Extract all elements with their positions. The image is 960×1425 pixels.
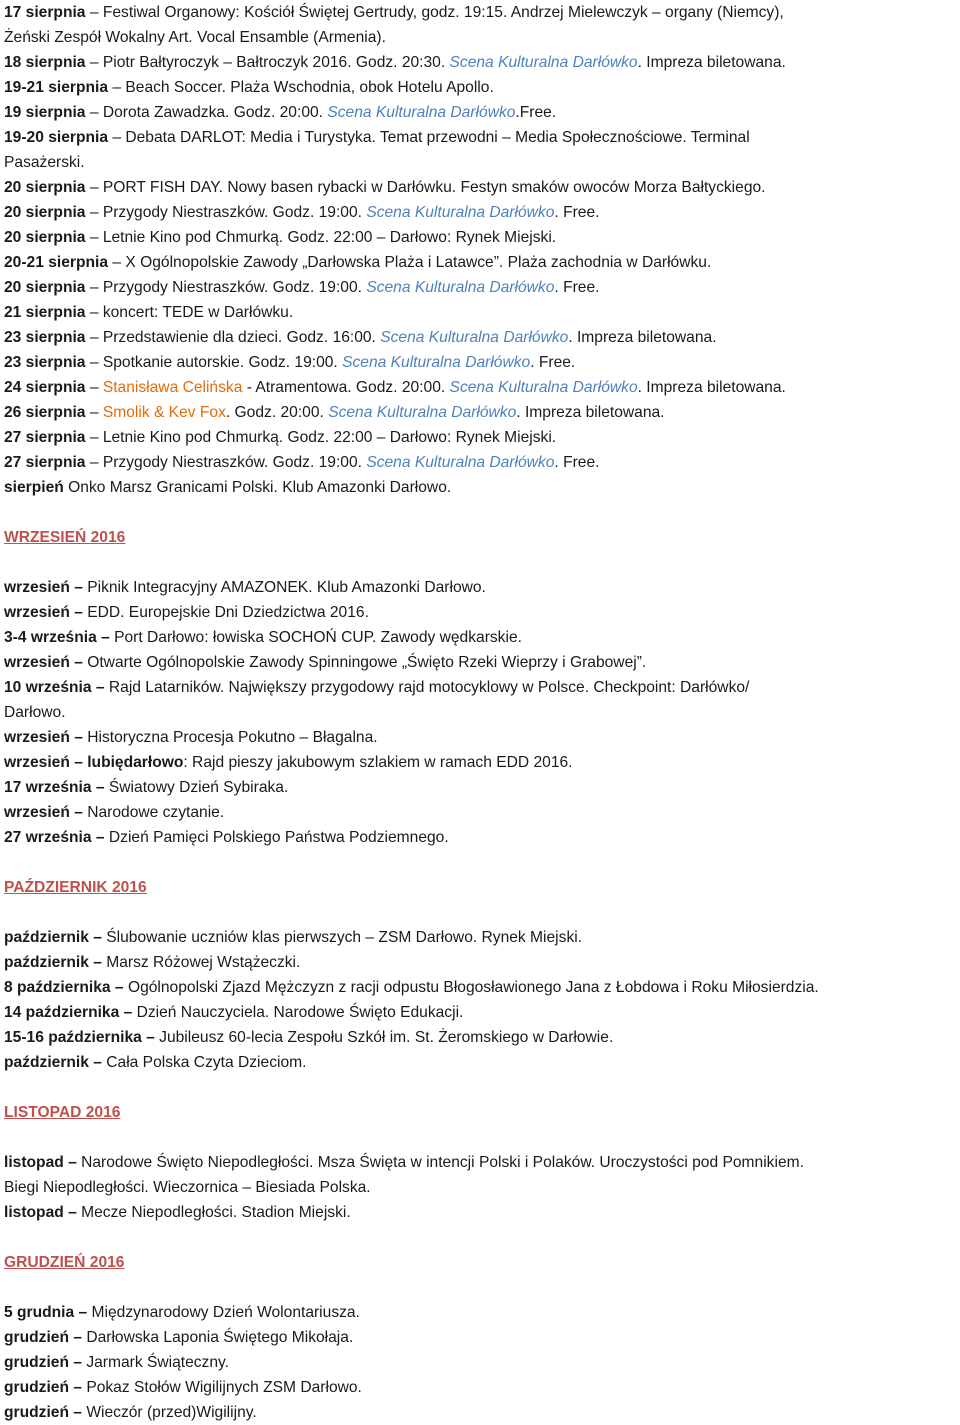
event-line [4, 1400, 958, 1425]
event-separator: – [69, 754, 88, 771]
event-date: 23 sierpnia [4, 329, 86, 346]
event-description: Pokaz Stołów Wigilijnych ZSM Darłowo. [86, 1379, 362, 1396]
month-heading [4, 525, 958, 550]
month-heading-text: LISTOPAD 2016 [4, 1104, 121, 1121]
event-line [4, 575, 958, 600]
event-separator: – [85, 429, 103, 446]
event-line [4, 450, 958, 475]
event-line [4, 600, 958, 625]
event-separator: – [91, 679, 109, 696]
event-date: 27 sierpnia [4, 429, 86, 446]
event-description: Dzień Nauczyciela. Narodowe Święto Edukacji. [136, 1004, 464, 1021]
event-line [4, 1300, 958, 1325]
event-date: wrzesień [4, 579, 70, 596]
event-suffix: . Impreza biletowana. [568, 329, 717, 346]
month-heading [4, 875, 958, 900]
event-description: Marsz Różowej Wstążeczki. [106, 954, 301, 971]
month-heading-text: WRZESIEŃ 2016 [4, 529, 126, 546]
month-heading-text: GRUDZIEŃ 2016 [4, 1254, 125, 1271]
monthly-sections [4, 500, 958, 1425]
event-date: 19-21 sierpnia [4, 79, 109, 96]
event-line [4, 375, 958, 400]
event-line [4, 650, 958, 675]
event-description: Darłowska Laponia Świętego Mikołaja. [86, 1329, 354, 1346]
event-calendar-document [4, 0, 958, 1425]
event-separator: – [85, 104, 103, 121]
event-date: 5 grudnia – [4, 1304, 92, 1321]
event-date: 19 sierpnia [4, 104, 86, 121]
venue-name: Scena Kulturalna Darłówko [380, 329, 569, 346]
event-line [4, 425, 958, 450]
event-line [4, 950, 958, 975]
event-suffix: . Impreza biletowana. [637, 379, 786, 396]
event-date: 17 września – [4, 779, 109, 796]
event-description: Światowy Dzień Sybiraka. [108, 779, 289, 796]
event-line [4, 1325, 958, 1350]
venue-name: Scena Kulturalna Darłówko [327, 104, 516, 121]
event-line [4, 625, 958, 650]
event-line [4, 1050, 958, 1075]
event-date: listopad – [4, 1154, 82, 1171]
event-date: wrzesień – [4, 729, 88, 746]
event-separator: – [85, 304, 103, 321]
artist-name: Smolik & Kev Fox [102, 404, 226, 421]
event-line [4, 775, 958, 800]
event-date: grudzień – [4, 1404, 87, 1421]
event-description: Cała Polska Czyta Dzieciom. [106, 1054, 307, 1071]
event-date: 20-21 sierpnia [4, 254, 109, 271]
event-suffix: . Free. [554, 454, 600, 471]
event-description: Ślubowanie uczniów klas pierwszych – ZSM Darłowo. Rynek Miejski. [106, 929, 583, 946]
event-separator: – [69, 604, 88, 621]
event-description: Przygody Niestraszków. Godz. 19:00. [102, 279, 367, 296]
event-suffix: . Free. [530, 354, 576, 371]
event-date: 27 września – [4, 829, 109, 846]
event-line [4, 475, 958, 500]
event-date: 17 sierpnia [4, 4, 86, 21]
month-heading [4, 1250, 958, 1275]
event-date: sierpień [4, 479, 64, 496]
event-description: Onko Marsz Granicami Polski. Klub Amazonki Darłowo. [68, 479, 452, 496]
event-line [4, 825, 958, 850]
event-description: koncert: TEDE w Darłówku. [102, 304, 294, 321]
event-date: 26 sierpnia [4, 404, 86, 421]
event-date: 19-20 sierpnia [4, 129, 109, 146]
event-description: Ogólnopolski Zjazd Mężczyzn z racji odpustu Błogosławionego Jana z Łobdowa i Roku Miłosierdzia. [127, 979, 819, 996]
event-line [4, 1000, 958, 1025]
event-line [4, 1350, 958, 1375]
event-description: Debata DARLOT: Media i Turystyka. Temat przewodni – Media Społecznościowe. Terminal [125, 129, 750, 146]
event-date: 3-4 września – [4, 629, 115, 646]
event-date: 20 sierpnia [4, 229, 86, 246]
event-date: listopad – [4, 1204, 82, 1221]
event-suffix: .Free. [515, 104, 557, 121]
event-bold-name: lubiędarłowo [87, 754, 184, 771]
event-description: Beach Soccer. Plaża Wschodnia, obok Hotelu Apollo. [125, 79, 494, 96]
venue-name: Scena Kulturalna Darłówko [366, 204, 555, 221]
event-description: Wieczór (przed)Wigilijny. [86, 1404, 257, 1421]
event-date: październik – [4, 929, 107, 946]
event-description: - Atramentowa. Godz. 20:00. [242, 379, 450, 396]
event-line [4, 400, 958, 425]
event-description: Narodowe Święto Niepodległości. Msza Święta w intencji Polski i Polaków. Uroczystości pod Pomnikiem. [81, 1154, 804, 1171]
event-line [4, 250, 958, 275]
event-description: Otwarte Ogólnopolskie Zawody Spinningowe „Święto Rzeki Wieprzy i Grabowej”. [87, 654, 647, 671]
event-description: Piknik Integracyjny AMAZONEK. Klub Amazonki Darłowo. [87, 579, 486, 596]
event-description: Przedstawienie dla dzieci. Godz. 16:00. [102, 329, 381, 346]
event-separator: – [108, 79, 126, 96]
event-line [4, 50, 958, 75]
event-date: 20 sierpnia [4, 204, 86, 221]
event-line [4, 200, 958, 225]
event-line [4, 0, 958, 25]
event-date: 21 sierpnia [4, 304, 86, 321]
event-line [4, 175, 958, 200]
event-line [4, 975, 958, 1000]
event-separator: – [85, 179, 103, 196]
event-separator: – [85, 229, 103, 246]
event-line [4, 100, 958, 125]
event-description: Letnie Kino pod Chmurką. Godz. 22:00 – Darłowo: Rynek Miejski. [102, 429, 557, 446]
event-description: Historyczna Procesja Pokutno – Błagalna. [87, 729, 378, 746]
event-separator: – [85, 454, 103, 471]
event-date: 14 października – [4, 1004, 137, 1021]
event-suffix: . Free. [554, 279, 600, 296]
event-line-continuation: Biegi Niepodległości. Wieczornica – Biesiada Polska. [4, 1179, 371, 1196]
event-line [4, 225, 958, 250]
event-description: Port Darłowo: łowiska SOCHOŃ CUP. Zawody wędkarskie. [114, 629, 522, 646]
venue-name: Scena Kulturalna Darłówko [449, 379, 638, 396]
event-date: październik – [4, 954, 107, 971]
event-date: grudzień – [4, 1379, 87, 1396]
event-separator: – [85, 354, 103, 371]
event-date: wrzesień [4, 654, 70, 671]
event-description: Dzień Pamięci Polskiego Państwa Podziemnego. [108, 829, 449, 846]
event-date: 18 sierpnia [4, 54, 86, 71]
event-line [4, 675, 958, 700]
event-description: Narodowe czytanie. [87, 804, 225, 821]
venue-name: Scena Kulturalna Darłówko [366, 454, 555, 471]
event-line [4, 1150, 958, 1175]
august-events-list [4, 0, 958, 500]
event-line [4, 350, 958, 375]
event-date: 20 sierpnia [4, 179, 86, 196]
event-date: 23 sierpnia [4, 354, 86, 371]
event-separator: – [85, 404, 103, 421]
event-line [4, 800, 958, 825]
event-date: październik – [4, 1054, 107, 1071]
venue-name: Scena Kulturalna Darłówko [328, 404, 517, 421]
event-line [4, 275, 958, 300]
event-description: Międzynarodowy Dzień Wolontariusza. [91, 1304, 360, 1321]
event-description: Mecze Niepodległości. Stadion Miejski. [81, 1204, 351, 1221]
event-separator: – [85, 279, 103, 296]
event-line [4, 75, 958, 100]
event-description: Festiwal Organowy: Kościół Świętej Gertrudy, godz. 19:15. Andrzej Mielewczyk – organy (Niemcy), [102, 4, 784, 21]
event-separator: – [85, 379, 103, 396]
month-heading [4, 1100, 958, 1125]
event-line [4, 1025, 958, 1050]
event-description: X Ogólnopolskie Zawody „Darłowska Plaża i Latawce”. Plaża zachodnia w Darłówku. [125, 254, 712, 271]
event-description: EDD. Europejskie Dni Dziedzictwa 2016. [87, 604, 369, 621]
event-date: 24 sierpnia [4, 379, 86, 396]
event-separator: – [108, 129, 126, 146]
event-date: 15-16 października – [4, 1029, 160, 1046]
event-separator: – [85, 204, 103, 221]
event-line [4, 750, 958, 775]
event-description: : Rajd pieszy jakubowym szlakiem w ramach EDD 2016. [183, 754, 573, 771]
month-heading-text: PAŹDZIERNIK 2016 [4, 879, 147, 896]
event-separator: – [69, 579, 88, 596]
event-date: 27 sierpnia [4, 454, 86, 471]
event-line [4, 725, 958, 750]
event-date: wrzesień [4, 754, 70, 771]
event-description: Dorota Zawadzka. Godz. 20:00. [102, 104, 328, 121]
event-date: grudzień – [4, 1329, 87, 1346]
event-date: 10 września [4, 679, 92, 696]
venue-name: Scena Kulturalna Darłówko [366, 279, 555, 296]
event-date: wrzesień – [4, 804, 88, 821]
event-description: Spotkanie autorskie. Godz. 19:00. [102, 354, 343, 371]
event-date: 20 sierpnia [4, 279, 86, 296]
event-line [4, 925, 958, 950]
event-line [4, 300, 958, 325]
event-description: . Godz. 20:00. [225, 404, 329, 421]
event-description: PORT FISH DAY. Nowy basen rybacki w Darłówku. Festyn smaków owoców Morza Bałtyckiego. [102, 179, 766, 196]
event-line-continuation: Żeński Zespół Wokalny Art. Vocal Ensamble (Armenia). [4, 29, 386, 46]
event-separator: – [108, 254, 126, 271]
event-line [4, 1375, 958, 1400]
event-description: Przygody Niestraszków. Godz. 19:00. [102, 454, 367, 471]
event-suffix: . Impreza biletowana. [637, 54, 786, 71]
event-date: wrzesień [4, 604, 70, 621]
event-suffix: . Free. [554, 204, 600, 221]
venue-name: Scena Kulturalna Darłówko [342, 354, 531, 371]
event-line [4, 125, 958, 150]
event-line [4, 325, 958, 350]
event-line [4, 1200, 958, 1225]
event-description: Rajd Latarników. Największy przygodowy rajd motocyklowy w Polsce. Checkpoint: Darłówko/ [108, 679, 750, 696]
event-suffix: . Impreza biletowana. [516, 404, 665, 421]
event-description: Piotr Bałtyroczyk – Bałtroczyk 2016. Godz. 20:30. [102, 54, 450, 71]
event-line-continuation: Darłowo. [4, 704, 66, 721]
artist-name: Stanisława Celińska [102, 379, 243, 396]
event-line-continuation: Pasażerski. [4, 154, 85, 171]
event-date: grudzień – [4, 1354, 87, 1371]
event-description: Przygody Niestraszków. Godz. 19:00. [102, 204, 367, 221]
event-separator: – [85, 54, 103, 71]
event-description: Jarmark Świąteczny. [86, 1354, 230, 1371]
event-date: 8 października – [4, 979, 128, 996]
event-separator: – [85, 329, 103, 346]
event-separator: – [69, 654, 88, 671]
event-description: Jubileusz 60-lecia Zespołu Szkół im. St. Żeromskiego w Darłowie. [159, 1029, 614, 1046]
event-separator: – [85, 4, 103, 21]
venue-name: Scena Kulturalna Darłówko [449, 54, 638, 71]
event-description: Letnie Kino pod Chmurką. Godz. 22:00 – Darłowo: Rynek Miejski. [102, 229, 557, 246]
